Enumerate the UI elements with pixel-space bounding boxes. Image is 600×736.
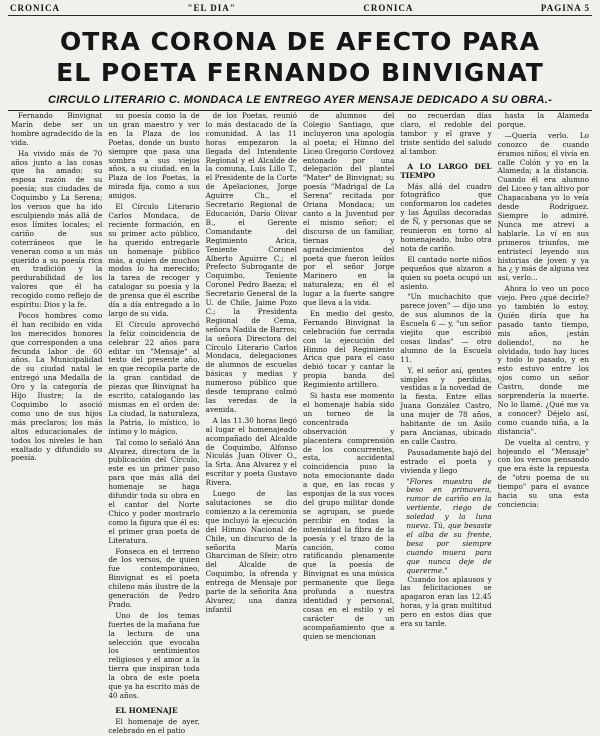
article-column-5	[397, 111, 494, 629]
article-paragraph: El homenaje de ayer, celebrado en el patio	[108, 716, 200, 735]
subheadline: CIRCULO LITERARIO C. MONDACA LE ENTREGO AYER MENSAJE DEDICADO A SU OBRA.-	[47, 94, 553, 106]
poem-verse: "Flores muestra de beso en primavera, rumor de cariño en la vertiente, riego de soledad y la luna nueva. Tú, que besaste el alba de su frente, besa por siempre cuando muera para que nunca deje de quererme."	[406, 476, 492, 575]
article-paragraph: Fernando Binvignat Marín debe ser un hombre agradecido de la vida.	[11, 111, 103, 147]
article-paragraph: de los Poetas, reunió lo más destacado de la comunidad. A las 11 horas empezaron la llegada del Intendente Regional y el Alcalde de la comuna, Luis Lillo T., el Presidente de la Corte de Apelaciones, Jorge Aguirre Ch., el Secretario Regional de Educación, Darío Olivar B., el Gerente Comandante del Regimiento Arica, Teniente Coronel Alberto Aguirre C.; el Prefecto Subrogante de Coquimbo, Teniente Coronel Pedro Baeza; el Secretario General de la U. de Chile, Jaime Pozo C.; la Presidenta Regional de Cema, señora Nadila de Barros; la señora Directora del Círculo Literario Carlos Mondaca, delegaciones de alumnos de escuelas básicas y medias y numeroso público que desde temprano colmó las veredas de la avenida.	[205, 111, 297, 414]
article-paragraph: Si hasta ese momento el homenaje había sido un torneo de la concentrada observación y placentera comprensión de los concurrentes, esta, accidental coincidencia puso la nota emocionante dado a que, en las rocas y esponjas de la sus voces del grupo militar donde se agrupan, se puede percibir en todas la intensidad la fibra de la poesía y el trazo de la canción, como ratificando plenamente que la poesía de Binvignat es una música permanente que llega profunda a nuestra identidad y personal, cosas en el estilo y el carácter de un acompañamiento que a quien se mencionan	[302, 391, 395, 641]
article-column-4	[300, 111, 397, 641]
article-paragraph: Ahora lo veo un poco viejo. Pero ¿qué decirle? yo también lo estoy. Quién diría que ha pasado tanto tiempo, mis años, ¡están doliendo!, no he olvidado, todo hay luces y todo lo pasado, y en esto estuvo entre los ojos como un señor Castro, donde me sorprendería la muerte. No lo llamé. ¿Qué me va a conocer? Déjelo así, como cuando niña, a la distancia".	[497, 284, 589, 436]
article-paragraph: A las 11.30 horas llegó al lugar el homenajeado acompañado del Alcalde de Coquimbo, Alfonso Nicolás Juan Oliver O., la Srta. Ana Alvarez y el escritor y poeta Gustavo Rivera.	[205, 415, 297, 488]
article-paragraph: De vuelta al centro, y hojeando el "Mensaje" con los versos pensando que era éste la repuesta de "otro poema de su tiempo" para el avance hacia su una esta conciencia:	[497, 437, 589, 509]
article-paragraph: Fonseca en el terreno de los versos, de quien fue contemporáneo, Binvignat es el poeta chileno más ilustre de la generación de Pedro Prado.	[108, 546, 200, 609]
article-paragraph: Luego de las salutaciones se dio comienzo a la ceremonia que incluyó la ejecución del Himno Nacional de Chile, un discurso de la señorita María Gharciman de Sfeir; otro del Alcalde de Coquimbo, la ofrenda y entrega de Mensaje por parte de la señorita Ana Alvarez; una danza infantil	[205, 489, 297, 614]
article-paragraph: En medio del gesto, Fernando Binvignat la celebración fue cerrada con la ejecución del Himno del Regimiento Arica que para el caso debió tocar y cantar la propia banda del Regimiento artillero.	[302, 308, 395, 390]
article-paragraph: Tal como lo señaló Ana Alvarez, directora de la publicación del Círculo, este es un primer paso para que más allá del homenaje se haga difundir toda su obra en el cantor del Norte Chico y poder mostrarlo como la figura que él es: el primer gran poeta de Literatura.	[108, 437, 200, 545]
article-paragraph: Uno de los temas fuertes de la mañana fue la lectura de una selección que evocaba los sentimientos religiosos y el amor a la tierra que inspiran toda la obra de este poeta que ya ha escrito más de 40 años.	[108, 610, 200, 700]
section-heading: A LO LARGO DEL TIEMPO	[400, 161, 492, 180]
article-paragraph: —Quería verlo. Lo conozco de cuando éramos niños; él vivía en calle Colón y yo en la Alameda; a la distancia. Cuando él era alumno del Liceo y tan altivo por Chapacabana yo lo veía desde Rodríguez. Siempre lo admiré. Nunca me atreví a hablarle. Lo ví en sus primeros triunfos, me entristecí leyendo sus historias de joven y ya ha ¿ y más de alguna vez así, verlo...	[497, 130, 589, 283]
article-paragraph: de alumnos del Colegio Santiago, que incluyeron una apología al poeta; el Himno del Liceo Gregorio Cordovez entonado por una delegación del plantel "Mater" de Binvignat; su poesía "Madrigal de La Serena" recitada por Oriana Mondaca; un canto a la Juventud por el mismo señor; el discurso de un familiar, tiernas y agradecimientos del poeta que fueron leídos por el señor Jorge Marinero en la naturaleza; en él el lugar a la fuerte sangre que lleva a la vida.	[302, 111, 395, 308]
article-paragraph: Más allá del cuadro fotográfico que conformaron los cadetes y las Águilas decoradas de Ñ, y personas que se reunieron en torno al homenajeado, hubo otra nota de cariño.	[400, 181, 492, 253]
article-column-3	[203, 111, 300, 614]
article-paragraph: El Círculo Literario Carlos Mondaca, de reciente formación, en su primer acto público, ha querido entregarle un homenaje público más, a quien de muchos modos lo ha merecido; la tarea de recoger y catalogar su poesía y la de prensa que él escribe día a día entregado a lo largo de su vida.	[108, 202, 200, 318]
article-body	[8, 111, 592, 735]
article-paragraph: Y, el señor así, gentes simples y perdidas, vestidas a la novedad de la fiesta. Entre ellas Juana González Castro, una mujer de 78 años, habitante de un Asilo para Ancianas, ubicado en calle Castro.	[400, 365, 492, 446]
article-column-6	[495, 112, 592, 587]
article-paragraph: El Círculo aprovechó la feliz coincidencia de celebrar 22 años para editar un "Mensaje" al texto del presente año, en que recopila parte de la gran cantidad de piezas que Binvignat ha escrito, catalogando las mismas en el orden de: La ciudad, la naturaleza, la Patria, lo místico, lo íntimo y lo mágico.	[108, 319, 200, 436]
article-paragraph: no recuerdan días claro, el redoble del tambor y el grave y triste sentido del saludo al tambor.	[400, 111, 492, 156]
article-paragraph: "Un muchachito que parece joven" — dijo uno de sus alumnos de la Escuela 6 — y, "un señor viejito que escribió cosas lindas" — otro alumno de la Escuela 11.	[400, 292, 492, 364]
article-paragraph: hasta la Alameda porque.	[497, 111, 589, 129]
headline-line-1: OTRA CORONA DE AFECTO PARA	[59, 27, 541, 56]
headline-line-2: EL POETA FERNANDO BINVIGNAT	[56, 58, 544, 87]
article-paragraph: Pocos hombres como él han recibido en vida los merecidos honores que corresponden a una fecunda labor de 60 años. La Municipalidad de su ciudad natal le entregó una Medalla de Oro y la categoría de Hijo Ilustre; la de Coquimbo lo asoció como uno de sus hijos más preclaros; los más altos educacionales de todos los niveles le han exaltado y difundido su poesía.	[11, 310, 103, 463]
header-rule	[8, 15, 592, 16]
article-paragraph: su poesía como la de un gran maestro y ver en la Plaza de los Poetas, donde un busto siempre que pasa una sombra a sus viejos años, a su ciudad, en la Plaza de los Poetas, la mirada fija, como a sus amigos.	[108, 111, 200, 201]
article-paragraph: Cuando los aplausos y las felicitaciones se apagaron eran las 12.45 horas, y la gran multitud pero en estos días que era su tarde.	[400, 574, 492, 629]
article-paragraph: El cantado norte niños pequeños que alzaron a quien su poeta ocupó un asiento.	[400, 254, 492, 291]
header-section-left: CRONICA	[10, 3, 61, 13]
header-section-right: CRONICA	[363, 3, 414, 13]
article-column-1	[8, 112, 105, 587]
article-paragraph: Pausadamente bajó del estrado el poeta y vivienda y llego	[400, 447, 492, 475]
header-newspaper-name: "EL DIA"	[187, 3, 236, 13]
page-header	[10, 2, 590, 13]
section-heading: EL HOMENAJE	[115, 705, 178, 715]
article-column-2	[105, 111, 202, 735]
article-paragraph: Ha vivido más de 70 años junto a las cosas que ha amado: su esposa razón de su poesía; sus ciudades de Coquimbo y La Serena; los versos que ha ido esculpiendo más allá de esos límites locales; el cariño de sus coterráneos que le veneran como a un más querido a su poesía rica en tradición y la perdurabilidad de los valores que él ha recogido como reflejo de espíritu: Dios y la fe.	[11, 148, 103, 310]
header-page-number: PAGINA 5	[540, 3, 590, 13]
